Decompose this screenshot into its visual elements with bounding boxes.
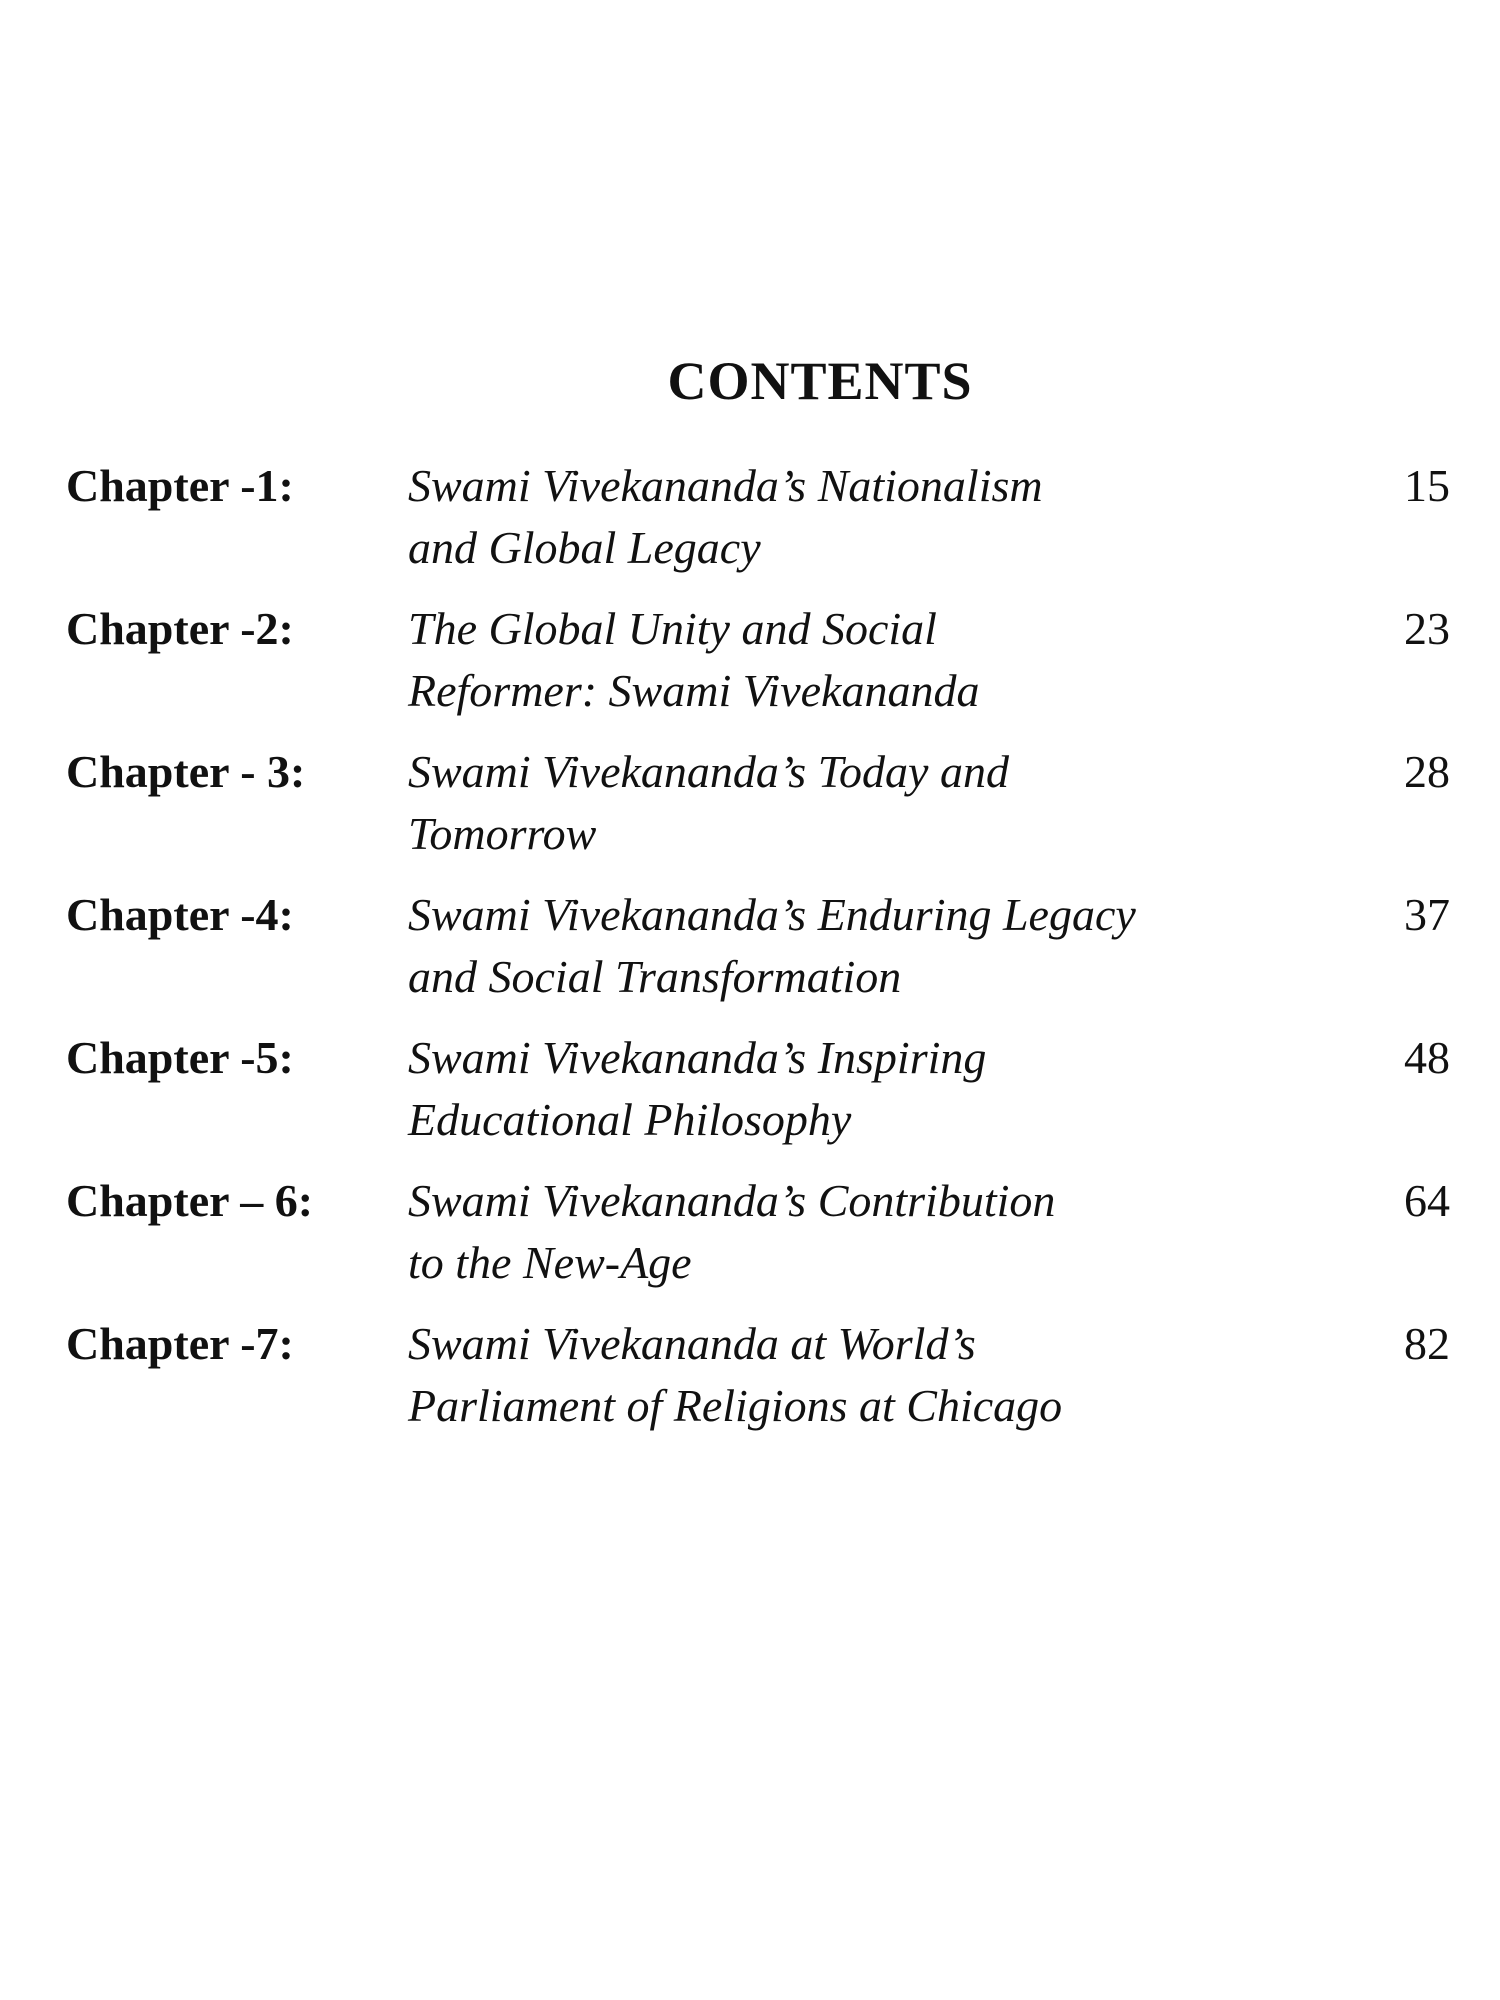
chapter-title-line: Swami Vivekananda’s Nationalism bbox=[408, 460, 1043, 511]
chapter-label: Chapter -1: bbox=[66, 460, 294, 511]
chapter-label: Chapter -4: bbox=[66, 889, 294, 940]
chapter-title-line: Educational Philosophy bbox=[408, 1094, 852, 1145]
toc-entry-7 bbox=[0, 1313, 1500, 1456]
contents-heading: CONTENTS bbox=[667, 351, 973, 411]
chapter-title bbox=[408, 741, 1348, 865]
page-number: 37 bbox=[1404, 889, 1450, 940]
page-number: 28 bbox=[1404, 746, 1450, 797]
chapter-title bbox=[408, 884, 1348, 1008]
chapter-title bbox=[408, 1027, 1348, 1151]
chapter-label: Chapter -5: bbox=[66, 1032, 294, 1083]
chapter-title-line: The Global Unity and Social bbox=[408, 603, 937, 654]
chapter-title-line: Swami Vivekananda’s Contribution bbox=[408, 1175, 1056, 1226]
chapter-title-line: Swami Vivekananda’s Enduring Legacy bbox=[408, 889, 1136, 940]
table-of-contents bbox=[0, 455, 1500, 1456]
chapter-title-line: Reformer: Swami Vivekananda bbox=[408, 665, 980, 716]
chapter-label: Chapter -2: bbox=[66, 603, 294, 654]
toc-entry-4 bbox=[0, 884, 1500, 1027]
page-number: 48 bbox=[1404, 1032, 1450, 1083]
chapter-title-line: Parliament of Religions at Chicago bbox=[408, 1380, 1063, 1431]
chapter-title-line: Swami Vivekananda at World’s bbox=[408, 1318, 976, 1369]
chapter-title-line: and Global Legacy bbox=[408, 522, 761, 573]
chapter-title-line: and Social Transformation bbox=[408, 951, 902, 1002]
chapter-title bbox=[408, 455, 1348, 579]
page-number: 64 bbox=[1404, 1175, 1450, 1226]
toc-entry-2 bbox=[0, 598, 1500, 741]
page-number: 15 bbox=[1404, 460, 1450, 511]
page-number: 82 bbox=[1404, 1318, 1450, 1369]
chapter-title-line: to the New-Age bbox=[408, 1237, 692, 1288]
chapter-title-line: Swami Vivekananda’s Inspiring bbox=[408, 1032, 987, 1083]
toc-entry-3 bbox=[0, 741, 1500, 884]
page-number: 23 bbox=[1404, 603, 1450, 654]
chapter-label: Chapter - 3: bbox=[66, 746, 306, 797]
toc-entry-1 bbox=[0, 455, 1500, 598]
chapter-label: Chapter -7: bbox=[66, 1318, 294, 1369]
chapter-title bbox=[408, 1170, 1348, 1294]
chapter-label: Chapter – 6: bbox=[66, 1175, 314, 1226]
chapter-title-line: Tomorrow bbox=[408, 808, 597, 859]
chapter-title bbox=[408, 598, 1348, 722]
toc-entry-5 bbox=[0, 1027, 1500, 1170]
toc-entry-6 bbox=[0, 1170, 1500, 1313]
chapter-title bbox=[408, 1313, 1348, 1437]
chapter-title-line: Swami Vivekananda’s Today and bbox=[408, 746, 1009, 797]
